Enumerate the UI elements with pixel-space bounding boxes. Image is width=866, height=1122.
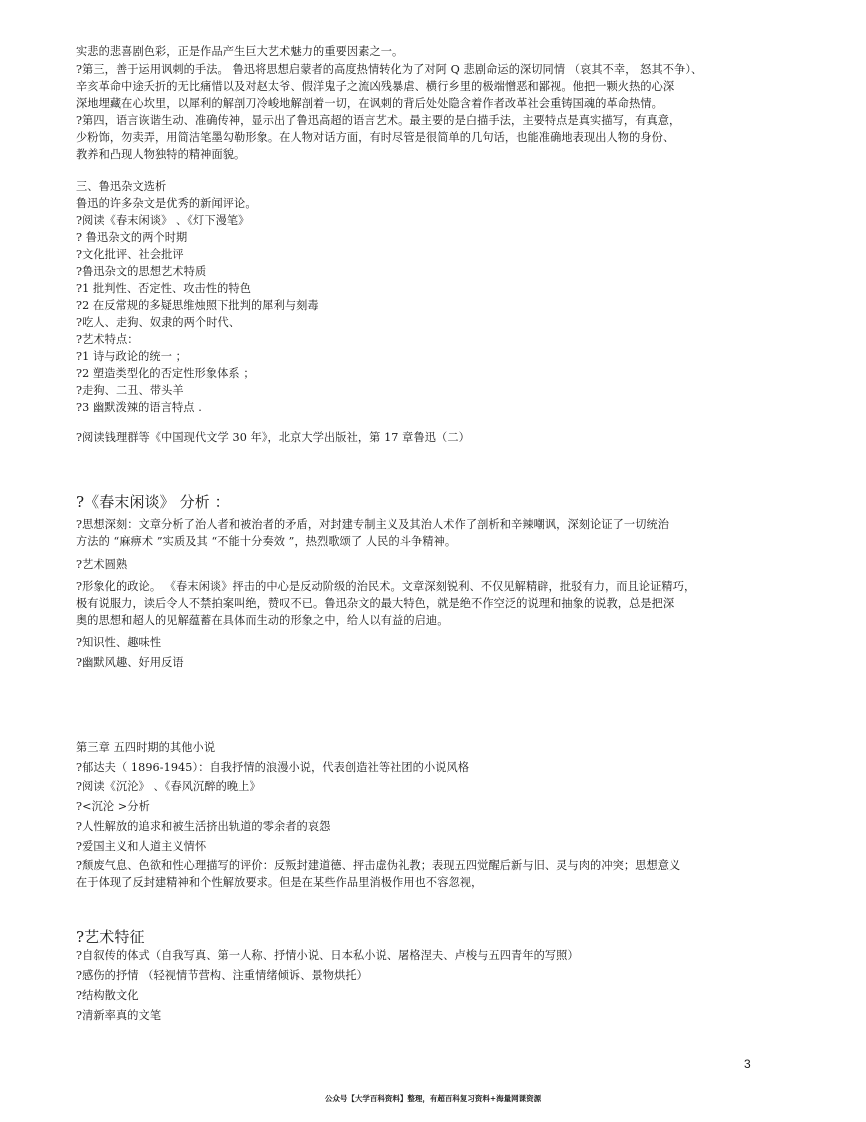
- text-line: 奥的思想和超人的见解蕴蓄在具体而生动的形象之中，给人以有益的启迪。: [76, 614, 449, 627]
- text-line: 辛亥革命中途夭折的无比痛惜以及对赵太爷、假洋鬼子之流凶残暴虐、横行乡里的极端憎恶和鄙视。他把一颗火热的心深: [76, 80, 675, 93]
- text-line: ?第四，语言诙谐生动、准确传神，显示出了鲁迅高超的语言艺术。最主要的是白描手法，主要特点是真实描写，有真意，: [76, 114, 681, 127]
- bullet-item: ?鲁迅杂文的思想艺术特质: [76, 265, 207, 278]
- bullet-item: ? 鲁迅杂文的两个时期: [76, 231, 188, 244]
- bullet-item: ?阅读《沉沦》 、《春风沉醉的晚上》: [76, 780, 261, 793]
- text-line: 极有说服力，读后令人不禁拍案叫绝，赞叹不已。鲁迅杂文的最大特色，就是绝不作空泛的说理和抽象的说教，总是把深: [76, 597, 675, 610]
- text-line: 深地埋藏在心坎里，以犀利的解剖刀冷峻地解剖着一切，在讽刺的背后处处隐含着作者改革社会重铸国魂的革命热情。: [76, 97, 663, 110]
- bullet-item: ?知识性、趣味性: [76, 636, 162, 649]
- bullet-item: ?阅读《春末闲谈》 、《灯下漫笔》: [76, 214, 250, 227]
- bullet-item: ?2 塑造类型化的否定性形象体系 ；: [76, 367, 255, 380]
- text-line: 方法的 “麻痹术 ”实质及其 “不能十分奏效 ”，热烈歌颂了 人民的斗争精神。: [76, 535, 457, 548]
- text-line: ?形象化的政论。 《春末闲谈》抨击的中心是反动阶级的治民术。文章深刻锐利、不仅见解精辟，批驳有力，而且论证精巧，: [76, 580, 696, 593]
- text-line: 实悲的悲喜剧色彩，正是作品产生巨大艺术魅力的重要因素之一。: [76, 45, 404, 58]
- bullet-item: ?艺术特征: [76, 928, 145, 946]
- bullet-item: ?颓废气息、色欲和性心理描写的评价：反叛封建道德、抨击虚伪礼教；表现五四觉醒后新与旧、灵与肉的冲突；思想意义: [76, 859, 681, 872]
- bullet-item: ?文化批评、社会批评: [76, 248, 184, 261]
- bullet-item: ?人性解放的追求和被生活挤出轨道的零余者的哀怨: [76, 820, 331, 833]
- bullet-item: ?幽默风趣、好用反语: [76, 656, 184, 669]
- bullet-item: ?1 批判性、否定性、攻击性的特色: [76, 282, 251, 295]
- bullet-item: ?郁达夫（ 1896-1945）：自我抒情的浪漫小说，代表创造社等社团的小说风格: [76, 761, 470, 774]
- chapter-heading: 第三章 五四时期的其他小说: [76, 741, 216, 754]
- bullet-item: ?走狗、二丑、带头羊: [76, 384, 184, 397]
- text-line: ?思想深刻：文章分析了治人者和被治者的矛盾，对封建专制主义及其治人术作了剖析和辛辣嘲讽，深刻论证了一切统治: [76, 518, 670, 531]
- page-number: 3: [744, 1057, 751, 1071]
- analysis-heading: ?《春末闲谈》 分析 ：: [76, 493, 230, 511]
- bullet-item: ?艺术圆熟: [76, 558, 128, 571]
- bullet-item: ?清新率真的文笔: [76, 1009, 162, 1022]
- section-heading: 三、鲁迅杂文选析: [76, 180, 167, 193]
- text-line: 鲁迅的许多杂文是优秀的新闻评论。: [76, 197, 257, 210]
- bullet-item: ?感伤的抒情 （轻视情节营构、注重情绪倾诉、景物烘托）: [76, 969, 368, 982]
- text-line: 少粉饰，勿卖弄，用简洁笔墨勾勒形象。在人物对话方面，有时尽管是很简单的几句话，也能准确地表现出人物的身份、: [76, 131, 675, 144]
- bullet-item: ?艺术特点：: [76, 333, 139, 346]
- bullet-item: ?1 诗与政论的统一 ；: [76, 350, 187, 363]
- bullet-item: ?<沉沦 >分析: [76, 800, 150, 813]
- bullet-item: ?吃人、走狗、奴隶的两个时代、: [76, 316, 241, 329]
- bullet-item: ?结构散文化: [76, 989, 139, 1002]
- bullet-item: ?爱国主义和人道主义情怀: [76, 840, 207, 853]
- bullet-item: ?2 在反常规的多疑思维烛照下批判的犀利与刻毒: [76, 299, 319, 312]
- footer-note: 公众号【大学百科资料】整理，有超百科复习资料+海量网课资源: [324, 1094, 542, 1103]
- text-line: 教养和凸现人物独特的精神面貌。: [76, 148, 246, 161]
- bullet-item: ?自叙传的体式（自我写真、第一人称、抒情小说、日本私小说、屠格涅夫、卢梭与五四青年的写照）: [76, 949, 579, 962]
- reading-reference: ?阅读钱理群等《中国现代文学 30 年》，北京大学出版社，第 17 章鲁迅（二）: [76, 431, 470, 444]
- bullet-item: ?3 幽默泼辣的语言特点 .: [76, 401, 202, 414]
- text-line: 在于体现了反封建精神和个性解放要求。但是在某些作品里消极作用也不容忽视，: [76, 876, 483, 889]
- text-line: ?第三，善于运用讽刺的手法。 鲁迅将思想启蒙者的高度热情转化为了对阿 Q 悲剧命运的深切同情 （哀其不幸， 怒其不争）、: [76, 63, 703, 76]
